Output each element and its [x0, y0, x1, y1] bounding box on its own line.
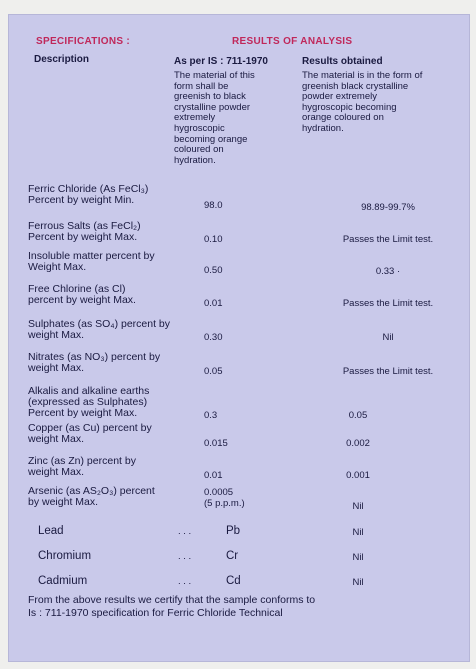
metal-dots: . . .: [178, 551, 192, 562]
row-spec-value: 98.0: [204, 200, 223, 211]
metal-symbol: Cd: [226, 575, 241, 587]
row-description: Insoluble matter percent by Weight Max.: [28, 250, 155, 273]
row-result-value: 0.05: [348, 410, 368, 421]
row-description: Free Chlorine (as Cl) percent by weight Max.: [28, 283, 136, 306]
row-spec-value: 0.50: [204, 265, 223, 276]
row-result-value: Passes the Limit test.: [342, 366, 434, 377]
specifications-heading: SPECIFICATIONS :: [36, 36, 131, 47]
row-spec-value: 0.01: [204, 470, 223, 481]
column-spec: As per IS : 711-1970: [174, 56, 268, 67]
row-description: Nitrates (as NO₃) percent by weight Max.: [28, 351, 161, 374]
metal-result: Nil: [352, 577, 364, 588]
row-spec-value: 0.10: [204, 234, 223, 245]
row-result-value: Nil: [382, 332, 394, 343]
row-description: Alkalis and alkaline earths (expressed as Sulphates) Percent by weight Max.: [28, 385, 150, 419]
metal-name: Chromium: [38, 550, 92, 562]
row-spec-value: 0.0005 (5 p.p.m.): [204, 487, 245, 509]
row-description: Sulphates (as SO₄) percent by weight Max.: [28, 318, 171, 341]
row-description: Ferrous Salts (as FeCl₂) Percent by weight Max.: [28, 220, 141, 243]
row-description: Copper (as Cu) percent by weight Max.: [28, 422, 152, 445]
row-result-value: 0.33 ·: [375, 266, 401, 277]
row-result-value: Nil: [352, 501, 364, 512]
row-spec-value: 0.30: [204, 332, 223, 343]
row-spec-value: 0.015: [204, 438, 228, 449]
metal-dots: . . .: [178, 526, 192, 537]
row-result-value: 98.89-99.7%: [361, 202, 415, 213]
specification-sheet: [8, 14, 470, 662]
metal-symbol: Pb: [226, 525, 241, 537]
row-description: Ferric Chloride (As FeCl₃) Percent by weight Min.: [28, 183, 149, 206]
metal-name: Cadmium: [38, 575, 88, 587]
row-description: Zinc (as Zn) percent by weight Max.: [28, 455, 136, 478]
metal-result: Nil: [352, 527, 364, 538]
results-heading: RESULTS OF ANALYSIS: [232, 36, 353, 47]
row-result-value: 0.001: [346, 470, 370, 481]
metal-result: Nil: [352, 552, 364, 563]
row-description: Arsenic (as AS₂O₃) percent by weight Max.: [28, 485, 155, 508]
row-result-value: Passes the Limit test.: [342, 234, 434, 245]
column-result: Results obtained: [302, 56, 383, 67]
metal-name: Lead: [38, 525, 64, 537]
column-description: Description: [34, 54, 90, 65]
row-spec-value: 0.05: [204, 366, 223, 377]
intro-result-text: The material is in the form of greenish black crystalline powder extremely hygroscopic becoming orange coloured on hydration.: [302, 70, 423, 134]
row-result-value: Passes the Limit test.: [342, 298, 434, 309]
intro-spec-text: The material of this form shall be greenish to black crystalline powder extremely hygroscopic becoming orange coloured on hydration.: [174, 70, 255, 166]
row-spec-value: 0.01: [204, 298, 223, 309]
row-result-value: 0.002: [346, 438, 370, 449]
metal-dots: . . .: [178, 576, 192, 587]
metal-symbol: Cr: [226, 550, 239, 562]
certification-statement: From the above results we certify that the sample conforms to Is : 711-1970 specification for Ferric Chloride Technical: [28, 594, 316, 619]
row-spec-value: 0.3: [204, 410, 218, 421]
